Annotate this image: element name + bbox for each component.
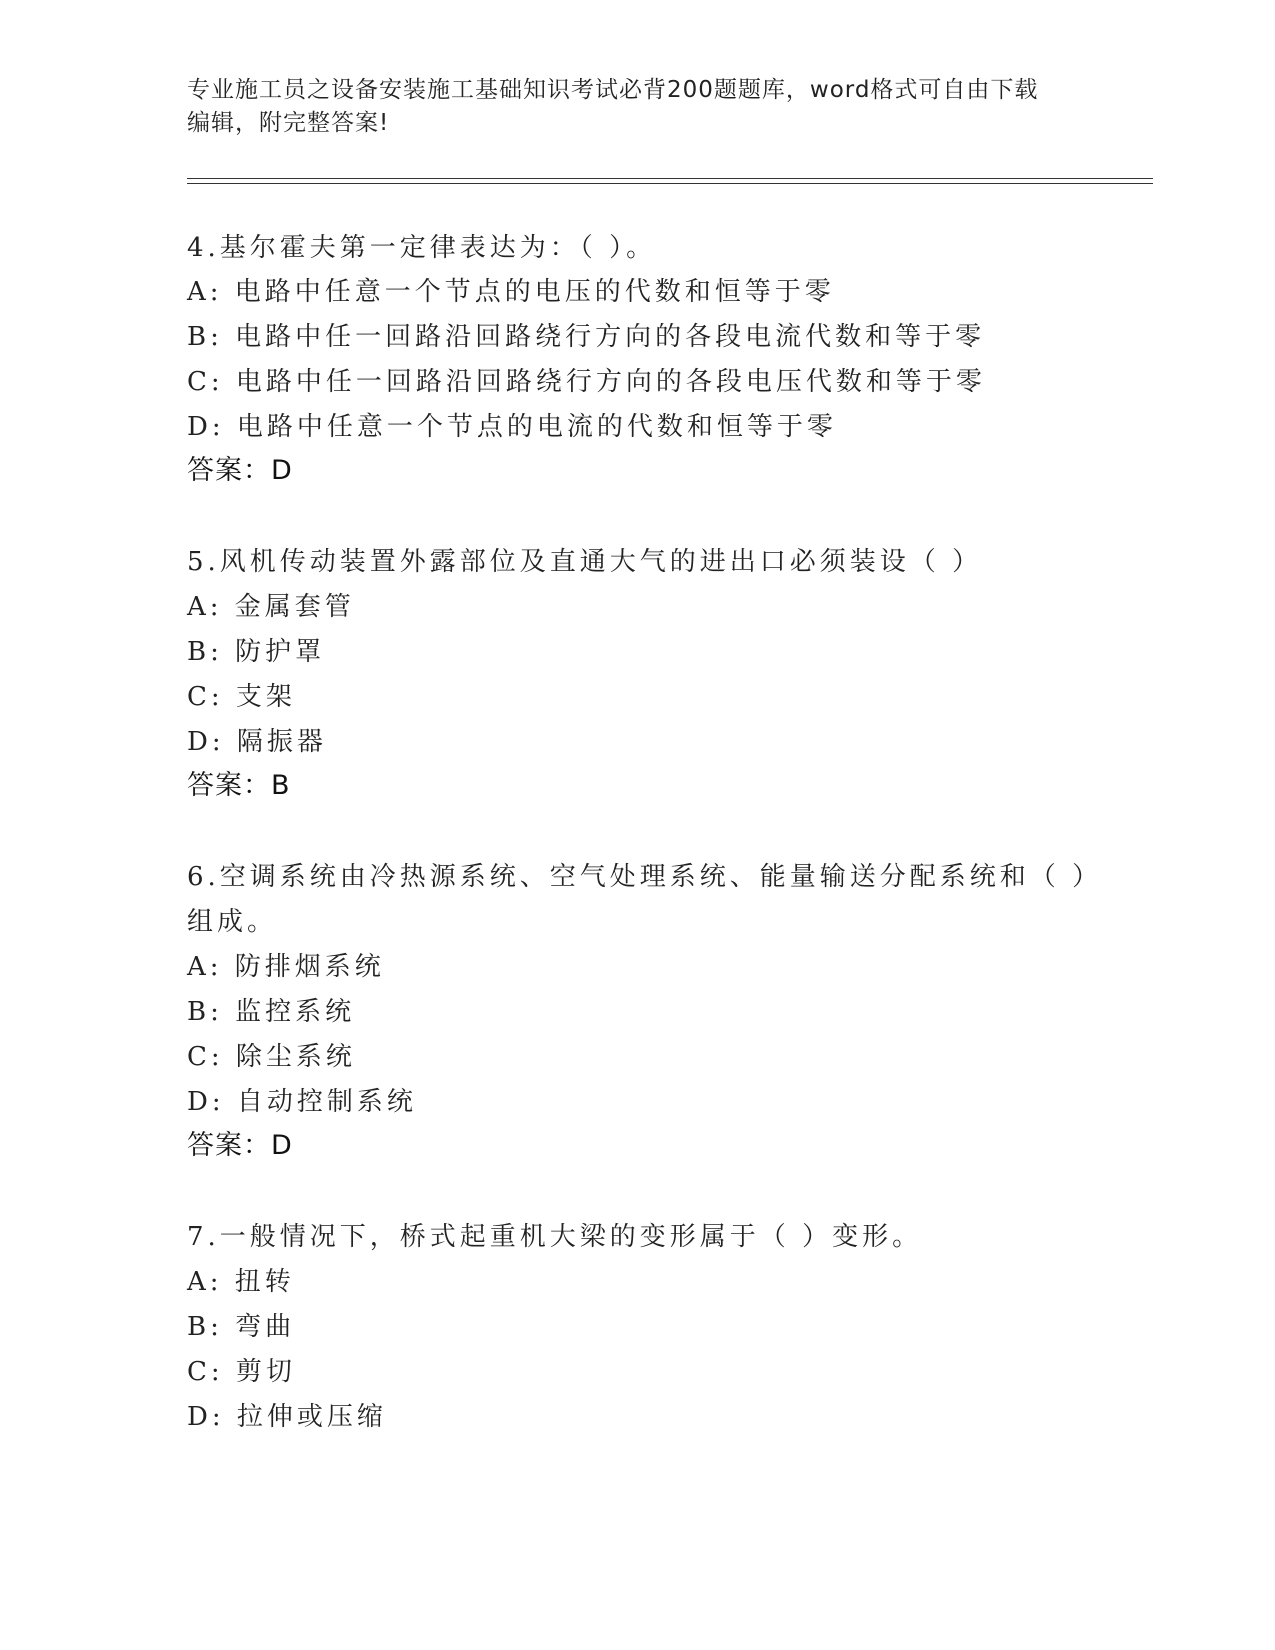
header-line-2: 编辑，附完整答案! bbox=[187, 110, 390, 136]
question-5-option-b: B: 防护罩 bbox=[187, 637, 326, 667]
question-4-option-c: C: 电路中任一回路沿回路绕行方向的各段电压代数和等于零 bbox=[187, 367, 986, 397]
question-7-option-b: B: 弯曲 bbox=[187, 1312, 296, 1342]
question-4-option-b: B: 电路中任一回路沿回路绕行方向的各段电流代数和等于零 bbox=[187, 322, 986, 352]
question-6-stem-continued: 组成。 bbox=[187, 907, 278, 937]
question-4-answer: 答案：D bbox=[187, 455, 293, 486]
question-7-option-a: A: 扭转 bbox=[187, 1267, 295, 1297]
header-line-1: 专业施工员之设备安装施工基础知识考试必背200题题库，word格式可自由下载 bbox=[187, 77, 1039, 103]
question-6-stem: 6.空调系统由冷热源系统、空气处理系统、能量输送分配系统和（ ） bbox=[187, 862, 1103, 892]
question-4-option-a: A: 电路中任意一个节点的电压的代数和恒等于零 bbox=[187, 277, 835, 307]
question-7-option-d: D: 拉伸或压缩 bbox=[187, 1402, 387, 1432]
question-7-stem: 7.一般情况下，桥式起重机大梁的变形属于（ ）变形。 bbox=[187, 1222, 923, 1252]
question-4-stem: 4.基尔霍夫第一定律表达为：（ ）。 bbox=[187, 233, 657, 263]
document-header bbox=[187, 74, 1067, 140]
question-6-answer: 答案：D bbox=[187, 1130, 293, 1161]
question-5-option-c: C: 支架 bbox=[187, 682, 296, 712]
question-6-option-b: B: 监控系统 bbox=[187, 997, 356, 1027]
question-5-answer: 答案：B bbox=[187, 770, 291, 801]
question-6-option-c: C: 除尘系统 bbox=[187, 1042, 356, 1072]
question-6-option-d: D: 自动控制系统 bbox=[187, 1087, 417, 1117]
question-6-option-a: A: 防排烟系统 bbox=[187, 952, 385, 982]
question-4-option-d: D: 电路中任意一个节点的电流的代数和恒等于零 bbox=[187, 412, 837, 442]
question-7-option-c: C: 剪切 bbox=[187, 1357, 296, 1387]
header-divider-top bbox=[187, 178, 1153, 179]
header-divider-bottom bbox=[187, 183, 1153, 184]
question-5-option-d: D: 隔振器 bbox=[187, 727, 327, 757]
question-5-option-a: A: 金属套管 bbox=[187, 592, 355, 622]
question-5-stem: 5.风机传动装置外露部位及直通大气的进出口必须装设（ ） bbox=[187, 547, 983, 577]
